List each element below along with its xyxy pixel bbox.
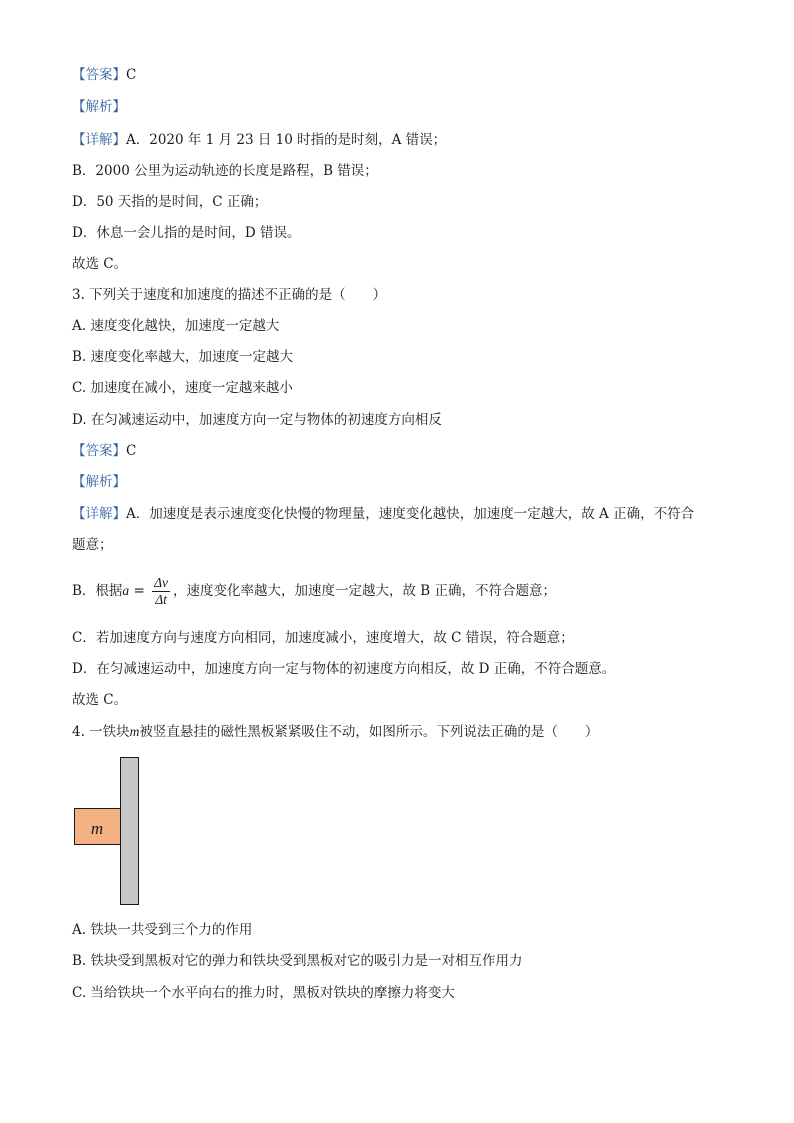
fraction-denominator: Δt — [155, 592, 167, 607]
question-4-option-b: B. 铁块受到黑板对它的弹力和铁块受到黑板对它的吸引力是一对相互作用力 — [72, 953, 523, 969]
fraction-numerator: Δv — [154, 575, 168, 590]
detail-2-line-a2: 题意； — [72, 537, 113, 553]
detail-2-line-d: D．在匀减速运动中，加速度方向一定与物体的初速度方向相反，故 D 正确，不符合题意。 — [72, 661, 616, 677]
question-3-option-a: A. 速度变化越快，加速度一定越大 — [72, 318, 280, 334]
question-4-option-c: C. 当给铁块一个水平向右的推力时，黑板对铁块的摩擦力将变大 — [72, 985, 455, 1001]
formula-fraction — [152, 575, 170, 608]
detail-2-line-c: C．若加速度方向与速度方向相同，加速度减小，速度增大，故 C 错误，符合题意； — [72, 630, 574, 646]
conclusion-line-2: 故选 C。 — [72, 692, 128, 708]
iron-block-label: m — [90, 819, 104, 838]
answer-tag: 【答案】 — [72, 67, 126, 83]
question-3-option-b: B. 速度变化率越大，加速度一定越大 — [72, 349, 294, 365]
detail-tag: 【详解】 — [72, 132, 126, 148]
analysis-tag-2: 【解析】 — [72, 474, 126, 490]
detail-2-line-a1: 【详解】A．加速度是表示速度变化快慢的物理量，速度变化越快，加速度一定越大，故 A 正确，不符合 — [72, 506, 695, 522]
answer-line-1 — [72, 65, 136, 85]
question-4-option-a: A. 铁块一共受到三个力的作用 — [72, 922, 253, 938]
question-3-stem: 3. 下列关于速度和加速度的描述不正确的是（ ） — [72, 287, 387, 303]
detail-line-c: D．50 天指的是时间，C 正确； — [72, 194, 268, 210]
question-4-stem: 4. 一铁块m被竖直悬挂的磁性黑板紧紧吸住不动，如图所示。下列说法正确的是（ ） — [72, 724, 599, 740]
magnetic-board-figure — [72, 755, 152, 905]
formula-var-a: a — [122, 583, 130, 598]
answer-line-2: 【答案】C — [72, 443, 137, 459]
detail-2-line-b: B．根据a = $\frac{\Delta v}{\Delta t}$ ，速度变化率越大，加速度一定越大，故 B 正确，不符合题意； — [72, 575, 557, 607]
question-3-option-c: C. 加速度在减小，速度一定越来越小 — [72, 380, 293, 396]
detail-line-a: 【详解】A．2020 年 1 月 23 日 10 时指的是时刻，A 错误； — [72, 132, 447, 148]
question-3-option-d: D. 在匀减速运动中，加速度方向一定与物体的初速度方向相反 — [72, 412, 442, 428]
answer-value: C — [126, 67, 137, 83]
conclusion-line-1: 故选 C。 — [72, 256, 128, 272]
detail-line-d: D．休息一会儿指的是时间，D 错误。 — [72, 225, 301, 241]
stem-var-m: m — [129, 724, 140, 739]
analysis-tag-1: 【解析】 — [72, 99, 126, 115]
blackboard — [121, 758, 139, 905]
detail-line-b: B．2000 公里为运动轨迹的长度是路程，B 错误； — [72, 163, 378, 179]
